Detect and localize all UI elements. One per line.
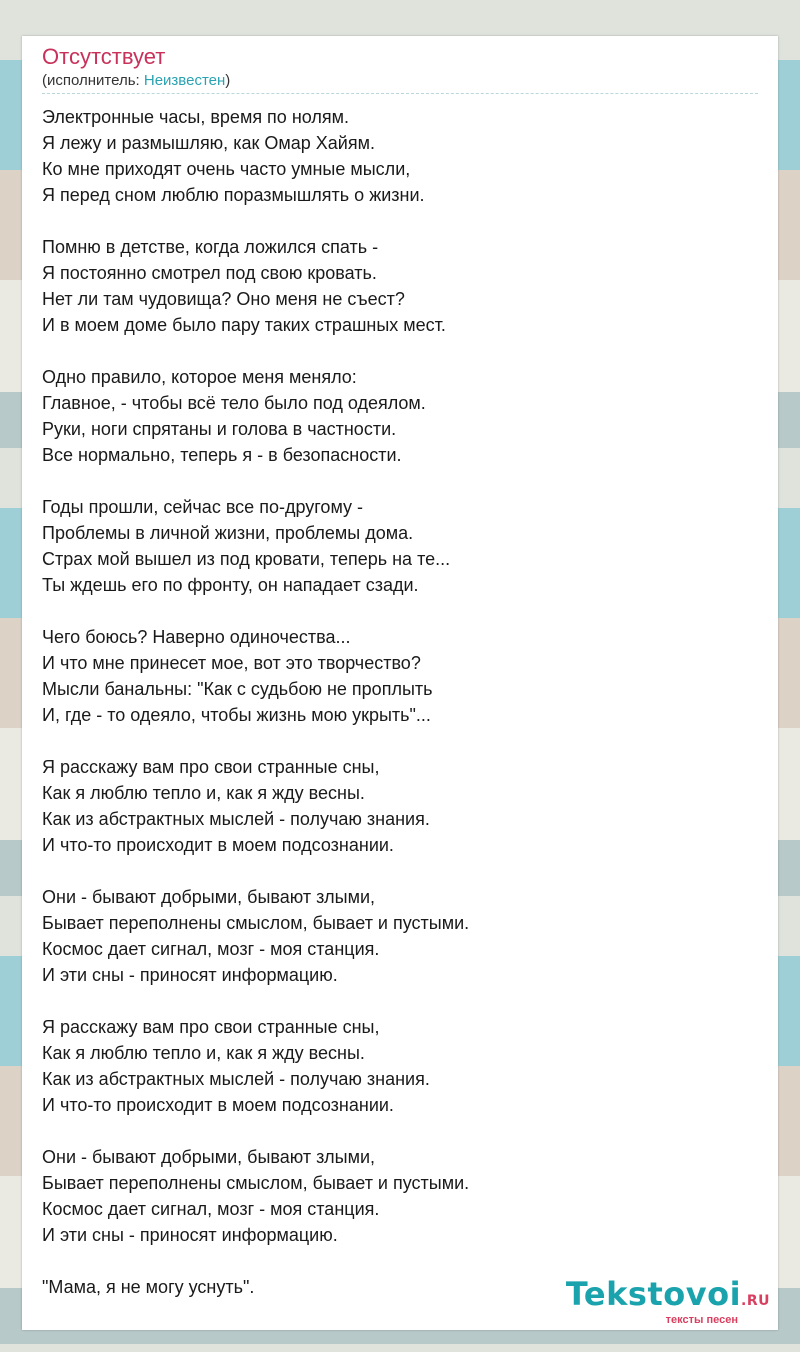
lyric-line: Бывает переполнены смыслом, бывает и пустыми. — [42, 913, 470, 933]
lyric-line: Бывает переполнены смыслом, бывает и пустыми. — [42, 1173, 470, 1193]
lyric-line: Я перед сном люблю поразмышлять о жизни. — [42, 185, 425, 205]
lyric-line: Одно правило, которое меня меняло: — [42, 367, 357, 387]
lyric-line: Чего боюсь? Наверно одиночества... — [42, 627, 351, 647]
lyric-line: Электронные часы, время по нолям. — [42, 107, 350, 127]
site-logo[interactable] — [566, 1277, 770, 1326]
lyric-line: Я расскажу вам про свои странные сны, — [42, 1017, 380, 1037]
lyric-line: Мысли банальны: "Как с судьбою не проплыть — [42, 679, 433, 699]
stanza — [42, 104, 742, 208]
lyric-line: Все нормально, теперь я - в безопасности. — [42, 445, 402, 465]
lyric-line: Космос дает сигнал, мозг - моя станция. — [42, 1199, 380, 1219]
lyric-line: Руки, ноги спрятаны и голова в частности. — [42, 419, 397, 439]
logo-tld: .RU — [741, 1293, 770, 1309]
stanza — [42, 624, 742, 728]
artist-line — [42, 72, 230, 90]
stanza — [42, 1144, 742, 1248]
lyric-line: Я лежу и размышляю, как Омар Хайям. — [42, 133, 375, 153]
lyric-line: Главное, - чтобы всё тело было под одеялом. — [42, 393, 426, 413]
logo-wordmark — [566, 1277, 770, 1318]
lyric-line: И, где - то одеяло, чтобы жизнь мою укрыть"... — [42, 705, 431, 725]
lyric-line: И что-то происходит в моем подсознании. — [42, 835, 394, 855]
lyric-line: Проблемы в личной жизни, проблемы дома. — [42, 523, 414, 543]
lyric-line: И эти сны - приносят информацию. — [42, 965, 338, 985]
stanza — [42, 364, 742, 468]
artist-suffix: ) — [225, 72, 231, 89]
lyric-line: Я постоянно смотрел под свою кровать. — [42, 263, 377, 283]
lyric-line: Космос дает сигнал, мозг - моя станция. — [42, 939, 380, 959]
logo-name: Tekstovoi — [565, 1275, 742, 1313]
lyric-line: Нет ли там чудовища? Оно меня не съест? — [42, 289, 405, 309]
lyric-line: Как из абстрактных мыслей - получаю знания. — [42, 809, 430, 829]
lyric-line: И что мне принесет мое, вот это творчество? — [42, 653, 421, 673]
logo-tagline: тексты песен — [665, 1314, 738, 1326]
lyric-line: Как из абстрактных мыслей - получаю знания. — [42, 1069, 430, 1089]
stanza — [42, 884, 742, 988]
lyric-line: И что-то происходит в моем подсознании. — [42, 1095, 394, 1115]
lyric-line: Как я люблю тепло и, как я жду весны. — [42, 1043, 365, 1063]
lyric-line: Страх мой вышел из под кровати, теперь на те... — [42, 549, 451, 569]
artist-prefix: (исполнитель: — [42, 72, 144, 89]
stanza — [42, 1014, 742, 1118]
stanza — [42, 234, 742, 338]
lyric-line: Они - бывают добрыми, бывают злыми, — [42, 1147, 376, 1167]
lyric-line: Они - бывают добрыми, бывают злыми, — [42, 887, 376, 907]
lyric-line: Помню в детстве, когда ложился спать - — [42, 237, 379, 257]
lyrics-card — [22, 36, 778, 1330]
artist-link[interactable]: Неизвестен — [143, 72, 226, 89]
lyrics-text — [42, 104, 742, 1326]
lyric-line: Годы прошли, сейчас все по-другому - — [42, 497, 364, 517]
title-divider — [42, 93, 758, 94]
song-title: Отсутствует — [42, 44, 166, 69]
lyric-line: "Мама, я не могу уснуть". — [42, 1277, 255, 1297]
lyric-line: Ты ждешь его по фронту, он нападает сзади. — [42, 575, 419, 595]
stanza — [42, 494, 742, 598]
lyric-line: Я расскажу вам про свои странные сны, — [42, 757, 380, 777]
lyric-line: И в моем доме было пару таких страшных мест. — [42, 315, 446, 335]
stanza — [42, 754, 742, 858]
lyric-line: И эти сны - приносят информацию. — [42, 1225, 338, 1245]
lyric-line: Как я люблю тепло и, как я жду весны. — [42, 783, 365, 803]
lyric-line: Ко мне приходят очень часто умные мысли, — [42, 159, 411, 179]
